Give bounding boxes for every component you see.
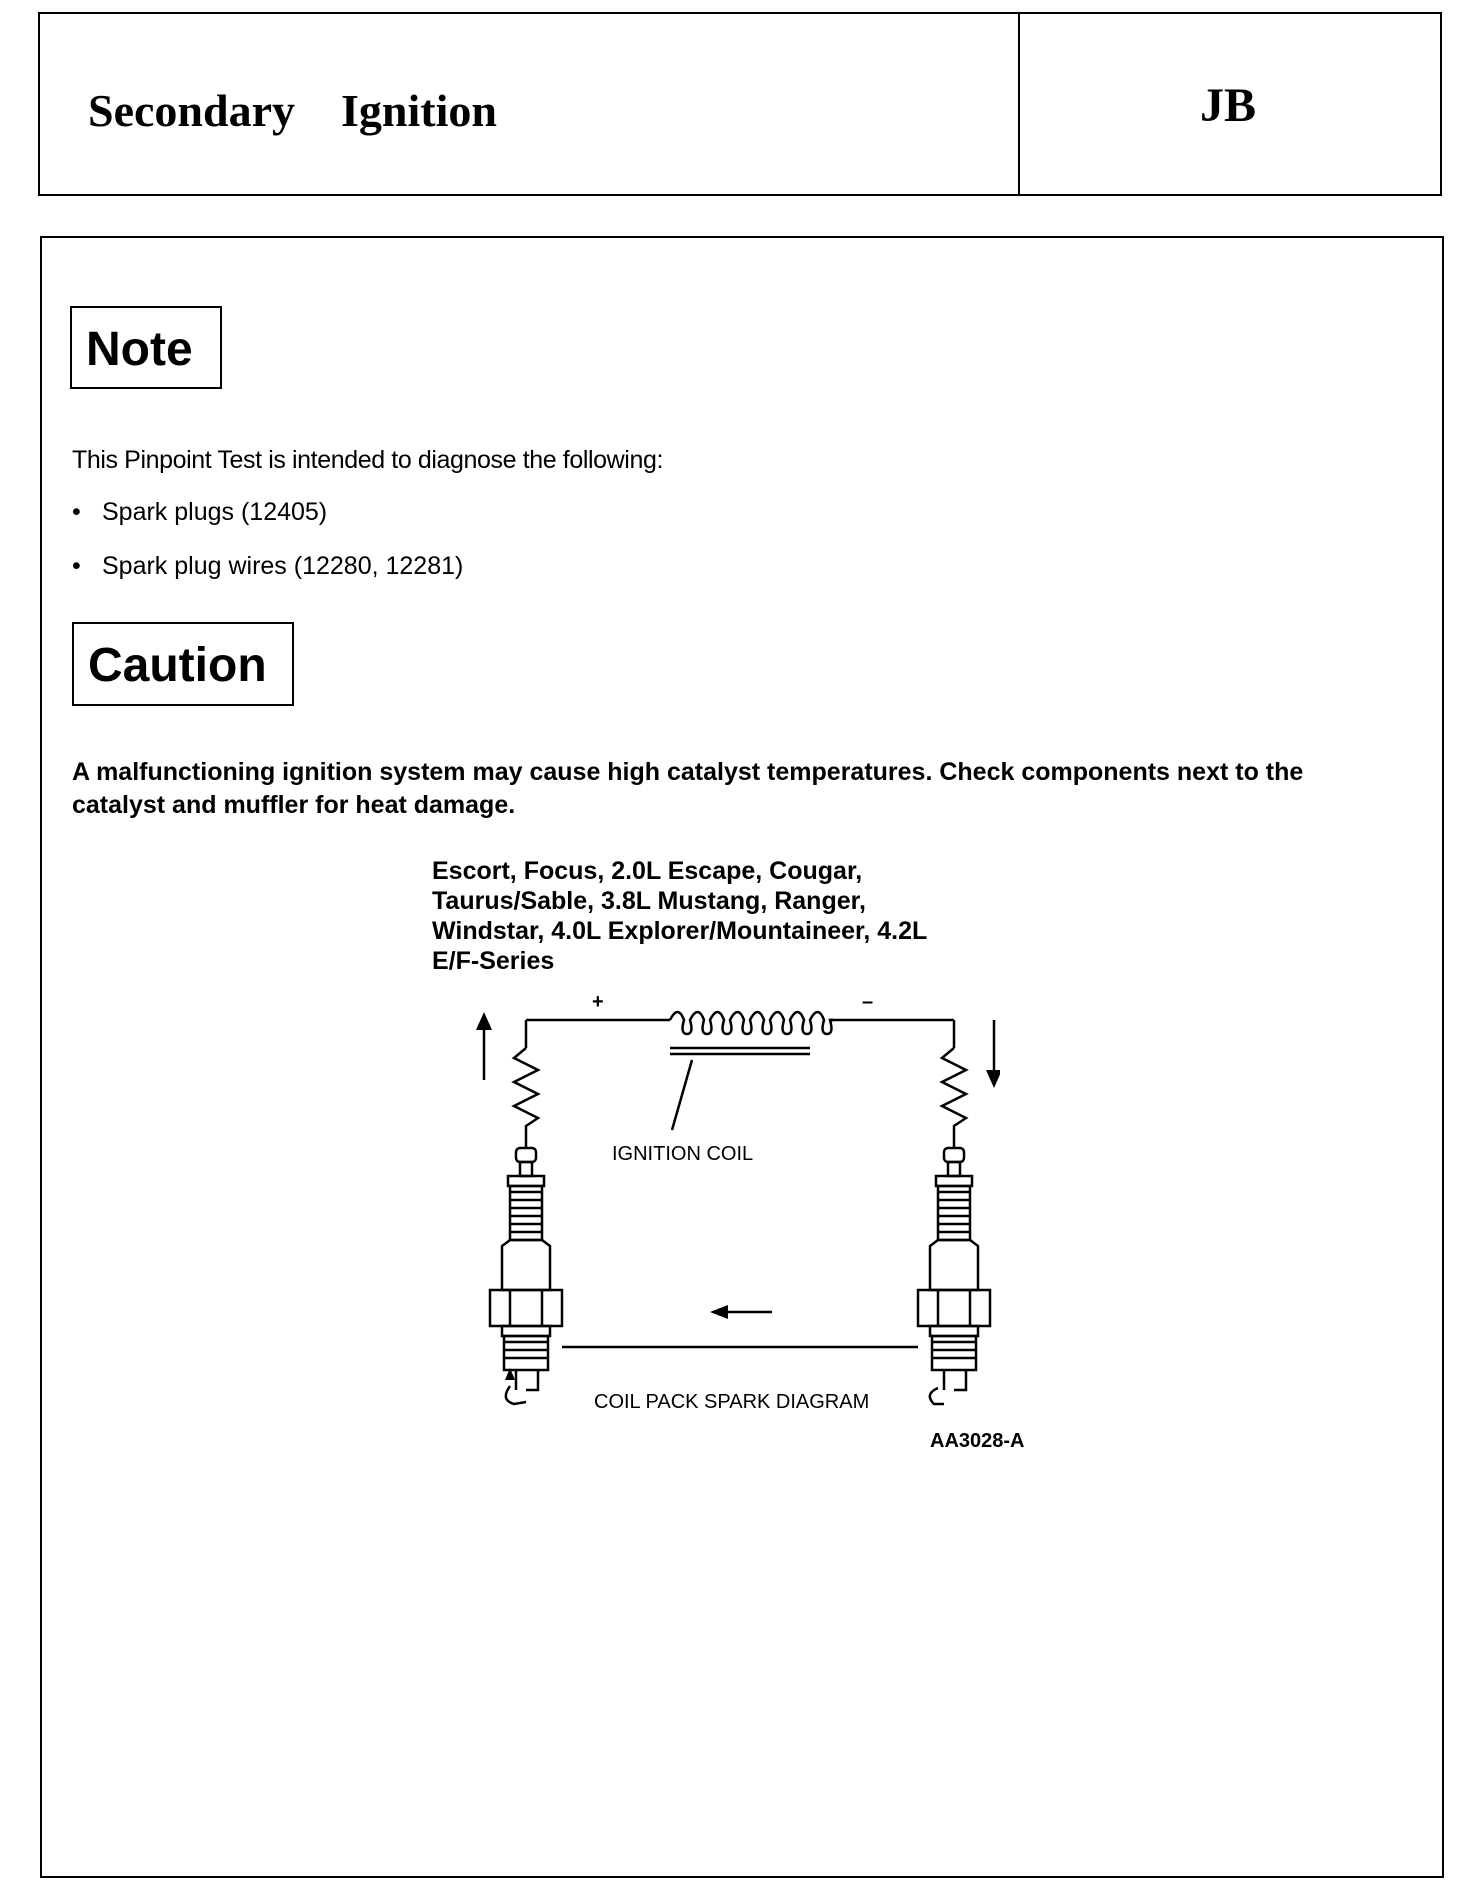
list-item-text: Spark plug wires (12280, 12281) — [102, 552, 464, 580]
diagram-label: COIL PACK SPARK DIAGRAM — [594, 1391, 870, 1413]
plus-label: + — [592, 991, 604, 1013]
resistor-right — [942, 1048, 966, 1148]
caption-line: Windstar, 4.0L Explorer/Mountaineer, 4.2L — [432, 917, 928, 945]
coil-pack-spark-diagram — [460, 990, 1000, 1450]
figure-caption — [432, 856, 1032, 976]
list-item-text: Spark plugs (12405) — [102, 498, 328, 526]
note-intro: This Pinpoint Test is intended to diagnose the following: — [72, 446, 664, 474]
header-divider — [1018, 12, 1020, 196]
arrow-down-head — [986, 1070, 1000, 1088]
arrow-up-head — [476, 1012, 492, 1030]
minus-label: – — [862, 991, 874, 1013]
coil-leader-line — [672, 1060, 692, 1130]
ignition-coil-label: IGNITION COIL — [612, 1143, 754, 1165]
spark-plug-right — [918, 1148, 990, 1404]
caution-label: Caution — [72, 622, 294, 706]
caution-text: A malfunctioning ignition system may cause high catalyst temperatures. Check components next to the catalyst and muffler for heat damage. — [72, 758, 1304, 819]
resistor-left — [514, 1048, 538, 1148]
coil-winding — [670, 1012, 834, 1034]
page-title: Secondary Ignition — [88, 85, 497, 136]
caption-line: E/F-Series — [432, 947, 555, 975]
bullet-icon: • — [72, 552, 81, 580]
diagram-id: AA3028-A — [930, 1430, 1025, 1452]
arrow-left-head — [710, 1305, 728, 1319]
bullet-icon: • — [72, 498, 81, 526]
caption-line: Taurus/Sable, 3.8L Mustang, Ranger, — [432, 887, 866, 915]
list-item — [72, 552, 463, 581]
list-item — [72, 498, 327, 527]
spark-plug-left — [490, 1148, 562, 1404]
section-code: JB — [1200, 79, 1257, 132]
caption-line: Escort, Focus, 2.0L Escape, Cougar, — [432, 857, 863, 885]
note-label: Note — [70, 306, 222, 389]
